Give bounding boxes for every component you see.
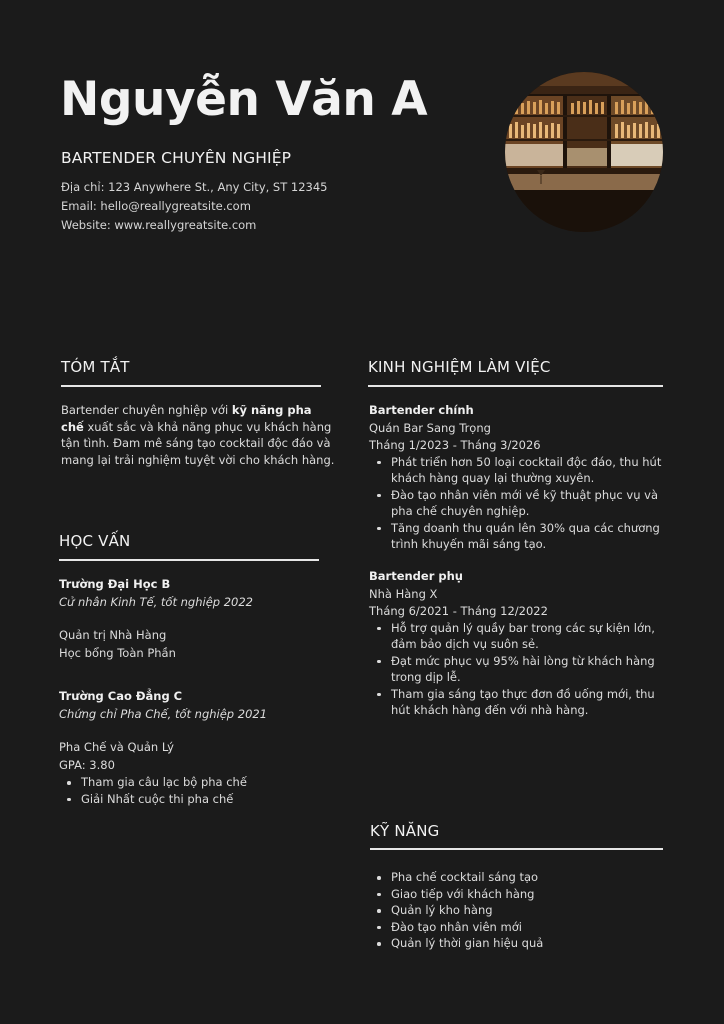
school-name: Trường Cao Đẳng C	[59, 689, 183, 703]
skills-heading: KỸ NĂNG	[370, 822, 440, 840]
summary-heading: TÓM TẮT	[61, 358, 130, 376]
responsibility-item: Phát triển hơn 50 loại cocktail độc đáo, thu hút khách hàng quay lại thường xuyên.	[369, 454, 669, 487]
summary-text	[61, 402, 336, 468]
skill-item: Pha chế cocktail sáng tạo	[369, 869, 669, 886]
education-achievements	[59, 774, 329, 807]
contact-info	[61, 178, 328, 235]
job-responsibilities	[369, 454, 669, 553]
contact-address: Địa chỉ: 123 Anywhere St., Any City, ST 12345	[61, 180, 328, 194]
responsibility-item: Đạt mức phục vụ 95% hài lòng từ khách hàng trong dịp lễ.	[369, 653, 669, 686]
education-detail: GPA: 3.80	[59, 757, 115, 772]
experience-divider	[368, 385, 663, 387]
education-detail: Pha Chế và Quản Lý	[59, 740, 174, 754]
degree: Cử nhân Kinh Tế, tốt nghiệp 2022	[59, 594, 254, 609]
degree: Chứng chỉ Pha Chế, tốt nghiệp 2021	[59, 706, 268, 721]
job-role: Bartender phụ	[369, 569, 463, 583]
candidate-name: Nguyễn Văn A	[60, 72, 428, 127]
job-title: BARTENDER CHUYÊN NGHIỆP	[61, 149, 292, 167]
responsibility-item: Hỗ trợ quản lý quầy bar trong các sự kiện lớn, đảm bảo dịch vụ suôn sẻ.	[369, 620, 669, 653]
achievement-item: Tham gia câu lạc bộ pha chế	[59, 774, 329, 791]
skill-item: Quản lý kho hàng	[369, 902, 669, 919]
skill-item: Đào tạo nhân viên mới	[369, 919, 669, 936]
education-heading: HỌC VẤN	[59, 532, 131, 550]
job-company: Nhà Hàng X	[369, 586, 438, 601]
responsibility-item: Đào tạo nhân viên mới về kỹ thuật phục vụ và pha chế chuyên nghiệp.	[369, 487, 669, 520]
school-name: Trường Đại Học B	[59, 577, 171, 591]
responsibility-item: Tăng doanh thu quán lên 30% qua các chương trình khuyến mãi sáng tạo.	[369, 520, 669, 553]
education-entry	[59, 688, 329, 807]
contact-website: Website: www.reallygreatsite.com	[61, 218, 257, 232]
summary-divider	[61, 385, 321, 387]
job-period: Tháng 1/2023 - Tháng 3/2026	[369, 438, 541, 452]
experience-heading: KINH NGHIỆM LÀM VIỆC	[368, 358, 551, 376]
summary-highlight: kỹ năng pha chế	[61, 403, 312, 434]
job-entry	[369, 568, 669, 719]
skills-list	[369, 869, 669, 952]
responsibility-item: Tham gia sáng tạo thực đơn đồ uống mới, thu hút khách hàng đến với nhà hàng.	[369, 686, 669, 719]
achievement-item: Giải Nhất cuộc thi pha chế	[59, 791, 329, 808]
contact-email: Email: hello@reallygreatsite.com	[61, 199, 251, 213]
summary-text-part: Bartender chuyên nghiệp với	[61, 403, 232, 417]
education-detail: Quản trị Nhà Hàng	[59, 628, 167, 642]
summary-text-part: xuất sắc và khả năng phục vụ khách hàng tận tình. Đam mê sáng tạo cocktail độc đáo và mang lại trải nghiệm tuyệt vời cho khách hàng.	[61, 419, 335, 467]
education-entry	[59, 576, 329, 661]
skills-divider	[370, 848, 663, 850]
job-entry	[369, 402, 669, 553]
job-role: Bartender chính	[369, 403, 474, 417]
profile-photo	[505, 72, 663, 232]
education-divider	[59, 559, 319, 561]
bar-shelves-photo-icon	[505, 72, 663, 232]
skill-item: Quản lý thời gian hiệu quả	[369, 935, 669, 952]
job-company: Quán Bar Sang Trọng	[369, 420, 491, 435]
job-responsibilities	[369, 620, 669, 719]
education-detail: Học bổng Toàn Phần	[59, 645, 176, 660]
job-period: Tháng 6/2021 - Tháng 12/2022	[369, 604, 548, 618]
skill-item: Giao tiếp với khách hàng	[369, 886, 669, 903]
